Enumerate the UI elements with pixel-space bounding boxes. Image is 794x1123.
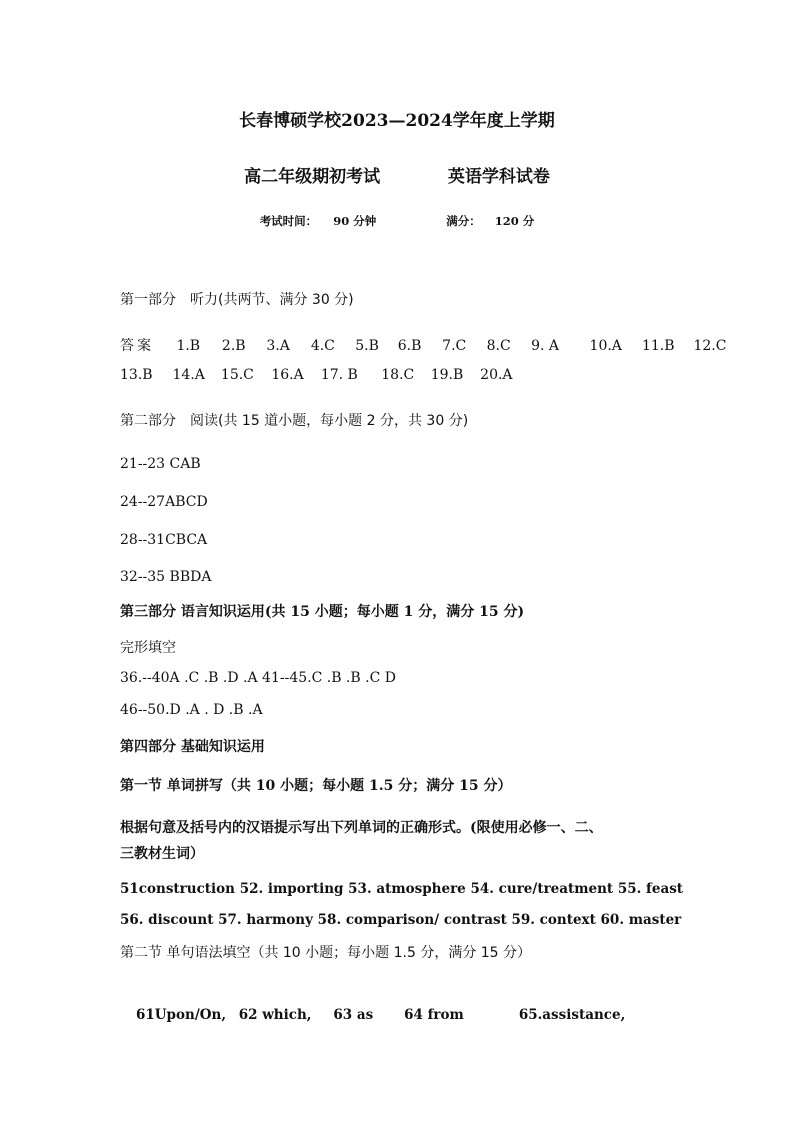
answer-item: 3.A — [266, 338, 290, 354]
part2-answer-line: 21--23 CAB — [120, 456, 201, 472]
answer-item: 17. B — [320, 367, 358, 383]
answer-item: 1.B — [176, 338, 201, 354]
answers-label: 答案 — [120, 338, 154, 354]
section1-instruction: 根据句意及括号内的汉语提示写出下列单词的正确形式。(限使用必修一、二、 — [120, 820, 603, 836]
score-label: 满分： — [446, 214, 481, 228]
answer-item: 14.A — [172, 367, 205, 383]
answer-item: 7.C — [442, 338, 467, 354]
answer-item: 13.B — [120, 367, 153, 383]
section2-heading: 第二节 单句语法填空（共 10 小题；每小题 1.5 分，满分 15 分） — [120, 945, 532, 961]
answer-item: 11.B — [641, 338, 675, 354]
score-value: 120 分 — [494, 214, 535, 228]
answer-item: 4.C — [310, 338, 335, 354]
answer-item: 5.B — [355, 338, 379, 354]
answer-item: 16.A — [271, 367, 304, 383]
part3-subheading: 完形填空 — [120, 640, 176, 656]
answer-item: 19.B — [430, 367, 464, 383]
exam-info — [0, 213, 794, 229]
answer-item: 8.C — [486, 338, 511, 354]
answer-item: 12.C — [693, 338, 727, 354]
exam-name: 高二年级期初考试 — [244, 167, 381, 187]
grammar-answer: 61Upon/On, — [136, 1007, 227, 1023]
time-label: 考试时间： — [259, 214, 318, 228]
part3-heading: 第三部分 语言知识运用(共 15 小题；每小题 1 分，满分 15 分) — [120, 604, 525, 620]
part2-answer-line: 28--31CBCA — [120, 532, 208, 548]
answer-item: 6.B — [397, 338, 422, 354]
answer-item: 15.C — [220, 367, 254, 383]
part2-answer-line: 24--27ABCD — [120, 494, 208, 510]
part2-answer-line: 32--35 BBDA — [120, 569, 212, 585]
exam-subtitle — [0, 162, 794, 187]
grammar-answer: 63 as — [333, 1007, 374, 1023]
part3-answer-line: 36.--40A .C .B .D .A 41--45.C .B .B .C D — [120, 670, 396, 686]
part3-answer-line: 46--50.D .A . D .B .A — [120, 702, 263, 718]
word-answers-line2: 56. discount 57. harmony 58. comparison/ contrast 59. context 60. master — [120, 912, 682, 928]
exam-subject: 英语学科试卷 — [447, 167, 550, 187]
part1-answers-line1 — [120, 335, 726, 355]
grammar-answer: 64 from — [404, 1007, 464, 1023]
document-title: 长春博硕学校2023—2024学年度上学期 — [239, 111, 555, 131]
time-value: 90 分钟 — [333, 214, 377, 228]
answer-item: 10.A — [589, 338, 622, 354]
section1-instruction-cont: 三教材生词） — [120, 846, 204, 862]
section1-heading: 第一节 单词拼写（共 10 小题；每小题 1.5 分；满分 15 分） — [120, 778, 512, 794]
part2-heading: 第二部分 阅读(共 15 道小题，每小题 2 分，共 30 分) — [120, 413, 469, 429]
answer-item: 18.C — [381, 367, 415, 383]
part4-heading: 第四部分 基础知识运用 — [120, 739, 265, 755]
part1-heading: 第一部分 听力(共两节、满分 30 分) — [120, 292, 354, 308]
part1-answers-line2 — [120, 367, 513, 383]
grammar-answer: 65.assistance, — [518, 1007, 626, 1023]
answer-item: 2.B — [221, 338, 246, 354]
answer-item: 9. A — [531, 338, 559, 354]
grammar-answers-line — [136, 1007, 625, 1023]
grammar-answer: 62 which, — [238, 1007, 312, 1023]
answer-item: 20.A — [480, 367, 513, 383]
word-answers-line1: 51construction 52. importing 53. atmosphere 54. cure/treatment 55. feast — [120, 881, 684, 897]
